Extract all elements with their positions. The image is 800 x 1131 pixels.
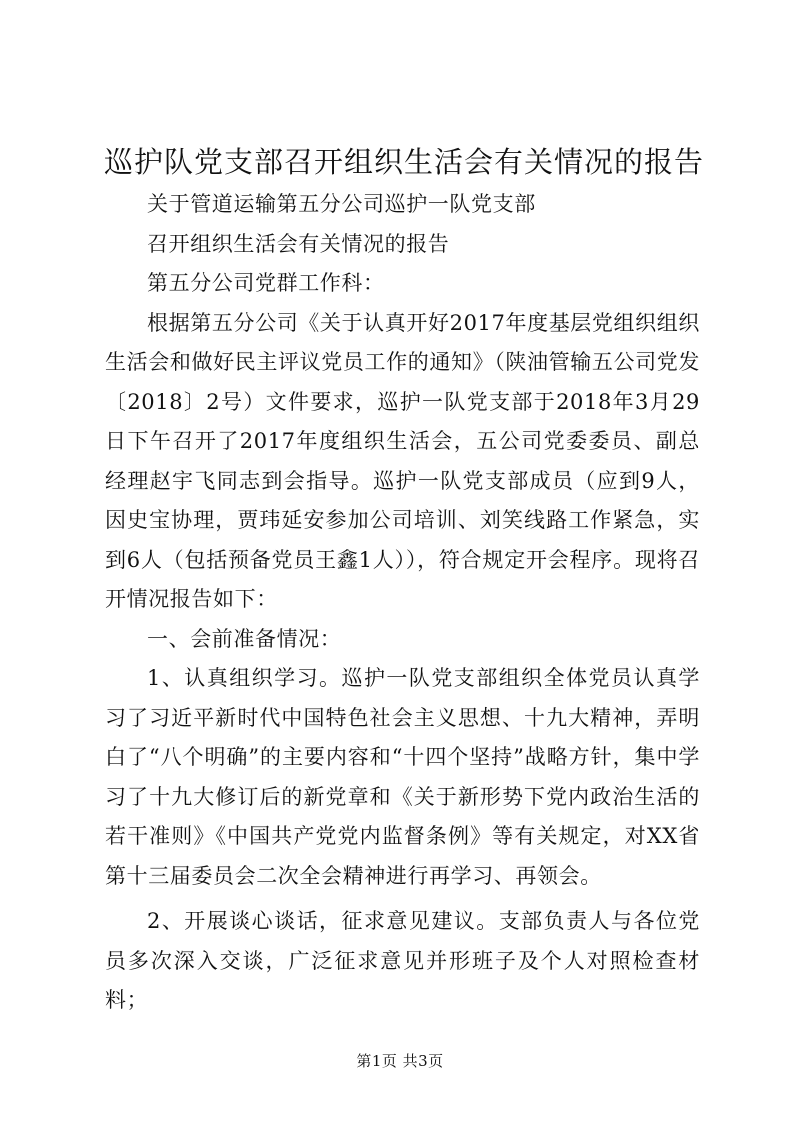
paragraph-item-2: 2、开展谈心谈话，征求意见建议。支部负责人与各位党员多次深入交谈，广泛征求意见并形班子及个人对照检查材料； bbox=[105, 909, 700, 1012]
paragraph-heading-line-2: 召开组织生活会有关情况的报告 bbox=[147, 231, 450, 256]
paragraph-intro: 根据第五分公司《关于认真开好2017年度基层党组织组织生活会和做好民主评议党员工作的通知》（陕油管输五公司党发〔2018〕2号）文件要求，巡护一队党支部于2018年3月29日下午召开了2017年度组织生活会，五公司党委委员、副总经理赵宇飞同志到会指导。巡护一队党支部成员（应到9人，因史宝协理，贾玮延安参加公司培训、刘笑线路工作紧急，实到6人（包括预备党员王鑫1人）），符合规定开会程序。现将召开情况报告如下： bbox=[105, 310, 700, 611]
document-title: 巡护队党支部召开组织生活会有关情况的报告 bbox=[104, 145, 705, 179]
paragraph-heading-line-1: 关于管道运输第五分公司巡护一队党支部 bbox=[147, 192, 536, 216]
paragraph-recipient: 第五分公司党群工作科： bbox=[147, 271, 385, 295]
document-body bbox=[105, 185, 700, 1021]
paragraph-section-heading: 一、会前准备情况： bbox=[147, 626, 342, 651]
paragraph-item-1: 1、认真组织学习。巡护一队党支部组织全体党员认真学习了习近平新时代中国特色社会主义思想、十九大精神，弄明白了“八个明确”的主要内容和“十四个坚持”战略方针，集中学习了十九大修订后的新党章和《关于新形势下党内政治生活的若干准则》《中国共产党党内监督条例》等有关规定，对XX省第十三届委员会二次全会精神进行再学习、再领会。 bbox=[105, 666, 700, 888]
page-number: 第1页 共3页 bbox=[356, 1052, 444, 1070]
